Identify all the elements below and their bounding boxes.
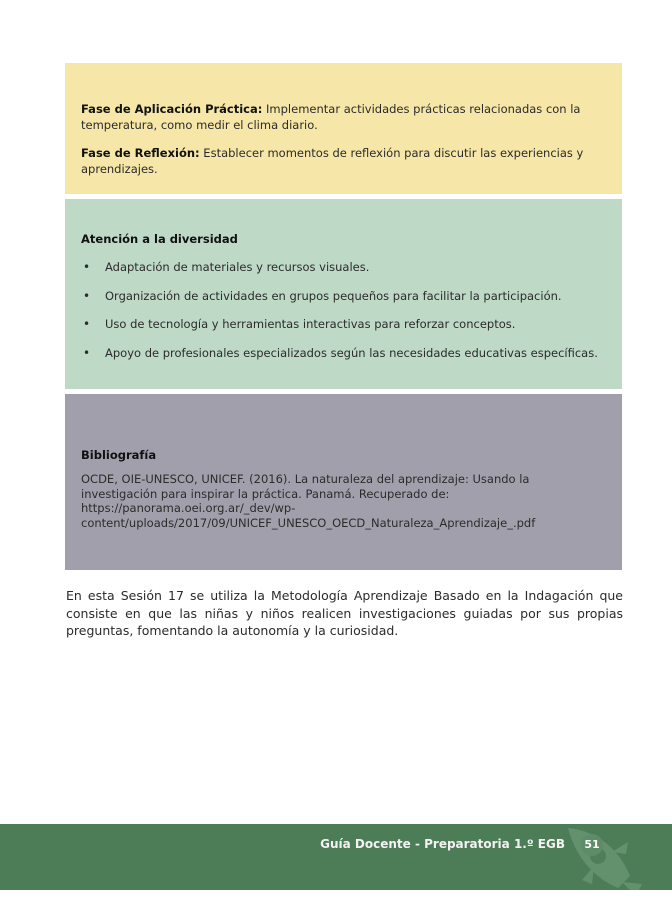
page-number-badge: 51 [581, 834, 603, 856]
list-item: • Organización de actividades en grupos pequeños para facilitar la participación. [83, 288, 562, 303]
bibliography-heading: Bibliografía [81, 448, 157, 462]
fase-aplicacion-text: Implementar actividades prácticas relacionadas con la temperatura, como medir el clima diario. [81, 102, 581, 132]
rocket-icon [548, 824, 648, 890]
practice-phases-box [65, 63, 622, 194]
bullet-icon: • [83, 288, 91, 303]
fase-reflexion-paragraph [81, 145, 608, 177]
diversity-box [65, 199, 622, 389]
diversity-heading: Atención a la diversidad [81, 232, 238, 246]
methodology-paragraph: En esta Sesión 17 se utiliza la Metodología Aprendizaje Basado en la Indagación que consiste en que las niñas y niños realicen investigaciones guiadas por sus propias preguntas, fomentando la autonomía y la curiosidad. [66, 588, 623, 638]
bullet-icon: • [83, 260, 91, 274]
list-item: • Apoyo de profesionales especializados según las necesidades educativas específicas. [83, 345, 598, 360]
fase-reflexion-label: Fase de Reflexión: [81, 146, 200, 160]
list-item: • Uso de tecnología y herramientas interactivas para reforzar conceptos. [83, 317, 516, 331]
diversity-list [81, 259, 608, 361]
bibliography-box [65, 394, 622, 570]
list-item: • Adaptación de materiales y recursos visuales. [83, 260, 370, 274]
bibliography-reference: OCDE, OIE-UNESCO, UNICEF. (2016). La naturaleza del aprendizaje: Usando la investigación para inspirar la práctica. Panamá. Recuperado de: https://panorama.oei.org.ar/_dev/wp-content/uploads/2017/09/UNICEF_UNESCO_OECD_Naturaleza_Aprendizaje_.pdf [81, 472, 536, 530]
footer-title: Guía Docente - Preparatoria 1.º EGB [320, 837, 565, 851]
fase-aplicacion-paragraph [81, 101, 608, 133]
fase-aplicacion-label: Fase de Aplicación Práctica: [81, 102, 263, 116]
page-footer [0, 824, 672, 890]
bullet-icon: • [83, 345, 91, 360]
fase-reflexion-text: Establecer momentos de reflexión para discutir las experiencias y aprendizajes. [81, 146, 584, 176]
bullet-icon: • [83, 317, 91, 331]
